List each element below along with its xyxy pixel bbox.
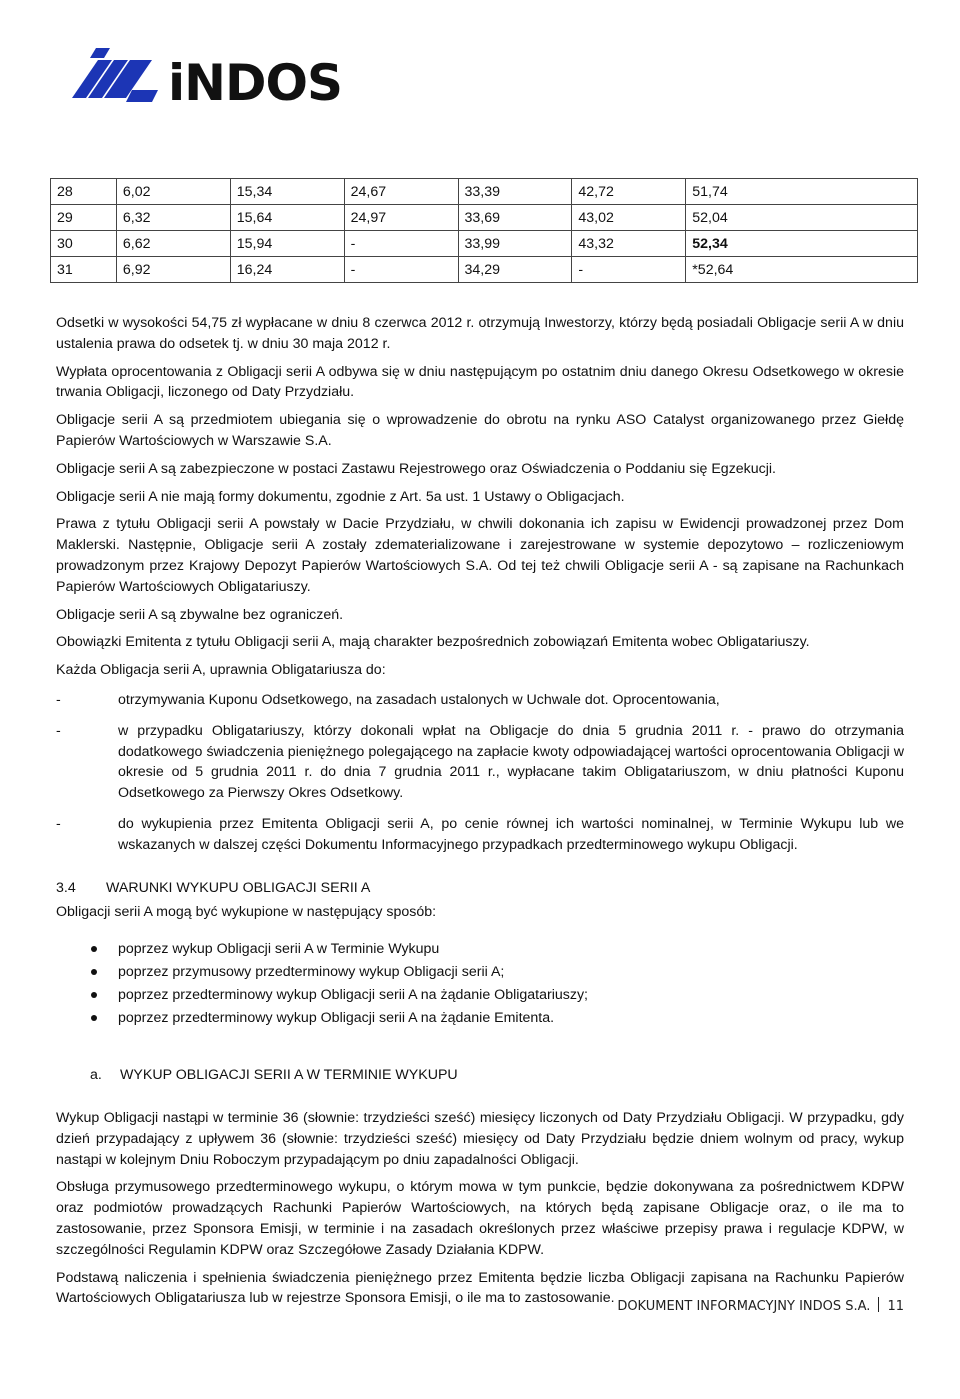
list-item bbox=[56, 814, 904, 856]
logo-text: iNDOS bbox=[168, 54, 342, 110]
table-cell: 43,32 bbox=[572, 231, 686, 257]
paragraph-interest-payment: Odsetki w wysokości 54,75 zł wypłacane w dniu 8 czerwca 2012 r. otrzymują Inwestorzy, którzy będą posiadali Obligacje serii A w dniu ustalenia prawa do odsetek tj. w dniu 30 maja 2012 r. bbox=[56, 315, 904, 352]
bullet-icon bbox=[56, 1008, 118, 1031]
paragraph-redemption-term: Wykup Obligacji nastąpi w terminie 36 (słownie: trzydzieści sześć) miesięcy liczonych od Daty Przydziału Obligacji. W przypadku, gdy dzień przypadający z upływem 36 (słownie: trzydzieści sześć) miesięcy od Daty Przydziału będzie dniem wolnym od pracy, wykup nastąpi w kolejnym Dniu Roboczym przypadającym po dniu zapadalności Obligacji. bbox=[56, 1109, 904, 1168]
paragraph-entitlements-intro: Każda Obligacja serii A, uprawnia Obligatariusza do: bbox=[56, 662, 386, 679]
table-cell: - bbox=[344, 231, 458, 257]
paragraph-rights: Prawa z tytułu Obligacji serii A powstały w Dacie Przydziału, w chwili dokonania ich zapisu w Ewidencji prowadzonej przez Dom Maklerski. Następnie, Obligacje serii A zostały zdematerializowane i zarejestrowane w systemie depozytowo – rozliczeniowym prowadzonym przez Krajowy Depozyt Papierów Wartościowych S.A. Od tej też chwili Obligacje serii A - są zapisane na Rachunkach Papierów Wartościowych Obligatariuszy. bbox=[56, 516, 904, 595]
table-cell: 30 bbox=[51, 231, 117, 257]
table-row bbox=[51, 179, 918, 205]
list-item bbox=[56, 962, 904, 985]
table-cell: 34,29 bbox=[458, 257, 572, 283]
footer-doc-title: DOKUMENT INFORMACYJNY INDOS S.A. bbox=[617, 1299, 871, 1314]
table-cell: 29 bbox=[51, 205, 117, 231]
table-cell: 16,24 bbox=[230, 257, 344, 283]
table-cell: 51,74 bbox=[686, 179, 918, 205]
paragraph-payment-timing: Wypłata oprocentowania z Obligacji serii A odbywa się w dniu następującym po ostatnim dniu danego Okresu Odsetkowego w okresie trwania Obligacji, liczonego od Daty Przydziału. bbox=[56, 363, 904, 401]
list-item-text: poprzez przymusowy przedterminowy wykup Obligacji serii A; bbox=[118, 964, 505, 981]
table-cell: 42,72 bbox=[572, 179, 686, 205]
table-cell: 33,99 bbox=[458, 231, 572, 257]
paragraph-payment-basis: Podstawą naliczenia i spełnienia świadczenia pieniężnego przez Emitenta będzie liczba Obligacji zapisana na Rachunku Papierów Wartościowych Obligatariusza lub w rejestrze Sponsora Emisji, o ile ma to zastosowanie. bbox=[56, 1269, 904, 1307]
entitlement-list bbox=[56, 690, 904, 856]
table-cell: - bbox=[572, 257, 686, 283]
list-item-text: do wykupienia przez Emitenta Obligacji serii A, po cenie równej ich wartości nominalnej, w Terminie Wykupu lub we wskazanych w dalszej części Dokumentu Informacyjnego przypadkach przedterminowego wykupu Obligacji. bbox=[118, 815, 904, 853]
indos-logo bbox=[72, 40, 342, 110]
table-cell: *52,64 bbox=[686, 257, 918, 283]
list-item-text: w przypadku Obligatariuszy, którzy dokonali wpłat na Obligacje do dnia 5 grudnia 2011 r. - prawo do otrzymania dodatkowego świadczenia pieniężnego polegającego na zapłacie kwoty odpowiadającej wartości oprocentowania Obligacji w okresie od 5 grudnia 2011 r. do dnia 7 grudnia 2011 r., wypłacane takim Obligatariuszom, w dniu płatności Kuponu Odsetkowego za Pierwszy Okres Odsetkowy. bbox=[118, 722, 904, 802]
table-row bbox=[51, 231, 918, 257]
paragraph-form: Obligacje serii A nie mają formy dokumentu, zgodnie z Art. 5a ust. 1 Ustawy o Obligacjach. bbox=[56, 488, 625, 505]
table-cell: 24,67 bbox=[344, 179, 458, 205]
table-cell: 52,04 bbox=[686, 205, 918, 231]
page-footer bbox=[617, 1297, 904, 1314]
table-cell: 52,34 bbox=[686, 231, 918, 257]
redemption-methods-list bbox=[56, 939, 904, 1031]
section-heading bbox=[56, 878, 904, 899]
section-title: WARUNKI WYKUPU OBLIGACJI SERII A bbox=[106, 879, 371, 896]
table-cell: 6,62 bbox=[116, 231, 230, 257]
table-cell: 33,69 bbox=[458, 205, 572, 231]
dash-marker: - bbox=[56, 691, 61, 708]
table-cell: 15,94 bbox=[230, 231, 344, 257]
table-cell: 15,64 bbox=[230, 205, 344, 231]
table-cell: 6,32 bbox=[116, 205, 230, 231]
section-intro: Obligacji serii A mogą być wykupione w następujący sposób: bbox=[56, 904, 437, 921]
table-cell: 6,02 bbox=[116, 179, 230, 205]
table-cell: 15,34 bbox=[230, 179, 344, 205]
subsection-title: WYKUP OBLIGACJI SERII A W TERMINIE WYKUPU bbox=[120, 1067, 458, 1084]
list-item-text: otrzymywania Kuponu Odsetkowego, na zasadach ustalonych w Uchwale dot. Oprocentowania, bbox=[118, 691, 720, 708]
list-item-text: poprzez wykup Obligacji serii A w Terminie Wykupu bbox=[118, 941, 440, 958]
table-row bbox=[51, 205, 918, 231]
list-item bbox=[56, 985, 904, 1008]
footer-separator bbox=[878, 1297, 879, 1312]
section-number: 3.4 bbox=[56, 879, 76, 896]
dash-marker: - bbox=[56, 815, 61, 832]
list-item bbox=[56, 721, 904, 804]
body-text bbox=[56, 313, 904, 1316]
table-cell: 28 bbox=[51, 179, 117, 205]
bullet-icon bbox=[56, 939, 118, 962]
bullet-icon bbox=[56, 985, 118, 1008]
table-row bbox=[51, 257, 918, 283]
paragraph-security: Obligacje serii A są zabezpieczone w postaci Zastawu Rejestrowego oraz Oświadczenia o Poddaniu się Egzekucji. bbox=[56, 460, 777, 477]
page-number: 11 bbox=[887, 1299, 904, 1314]
table-cell: 6,92 bbox=[116, 257, 230, 283]
table-cell: 33,39 bbox=[458, 179, 572, 205]
paragraph-transferable: Obligacje serii A są zbywalne bez ograniczeń. bbox=[56, 606, 344, 623]
paragraph-kdpw-service: Obsługa przymusowego przedterminowego wykupu, o którym mowa w tym punkcie, będzie dokonywana za pośrednictwem KDPW oraz podmiotów prowadzących Rachunki Papierów Wartościowych, na których będą zapisane Obligacje oraz, o ile ma to zastosowanie, przez Sponsora Emisji, w terminie i na zasadach określonych przez właściwe przepisy prawa i regulacje KDPW, w szczególności Regulamin KDPW oraz Szczegółowe Zasady Działania KDPW. bbox=[56, 1179, 904, 1258]
interest-table bbox=[50, 178, 918, 283]
subsection-heading bbox=[56, 1065, 904, 1086]
table-cell: - bbox=[344, 257, 458, 283]
dash-marker: - bbox=[56, 722, 61, 739]
table-cell: 31 bbox=[51, 257, 117, 283]
subsection-number: a. bbox=[90, 1067, 102, 1084]
bullet-icon bbox=[56, 962, 118, 985]
list-item bbox=[56, 690, 904, 711]
paragraph-aso-catalyst: Obligacje serii A są przedmiotem ubiegania się o wprowadzenie do obrotu na rynku ASO Catalyst organizowanego przez Giełdę Papierów Wartościowych w Warszawie S.A. bbox=[56, 412, 904, 449]
table-cell: 24,97 bbox=[344, 205, 458, 231]
paragraph-obligations: Obowiązki Emitenta z tytułu Obligacji serii A, mają charakter bezpośrednich zobowiązań Emitenta wobec Obligatariuszy. bbox=[56, 634, 810, 651]
list-item bbox=[56, 1008, 904, 1031]
list-item bbox=[56, 939, 904, 962]
list-item-text: poprzez przedterminowy wykup Obligacji serii A na żądanie Emitenta. bbox=[118, 1010, 555, 1027]
table-cell: 43,02 bbox=[572, 205, 686, 231]
list-item-text: poprzez przedterminowy wykup Obligacji serii A na żądanie Obligatariuszy; bbox=[118, 987, 588, 1004]
